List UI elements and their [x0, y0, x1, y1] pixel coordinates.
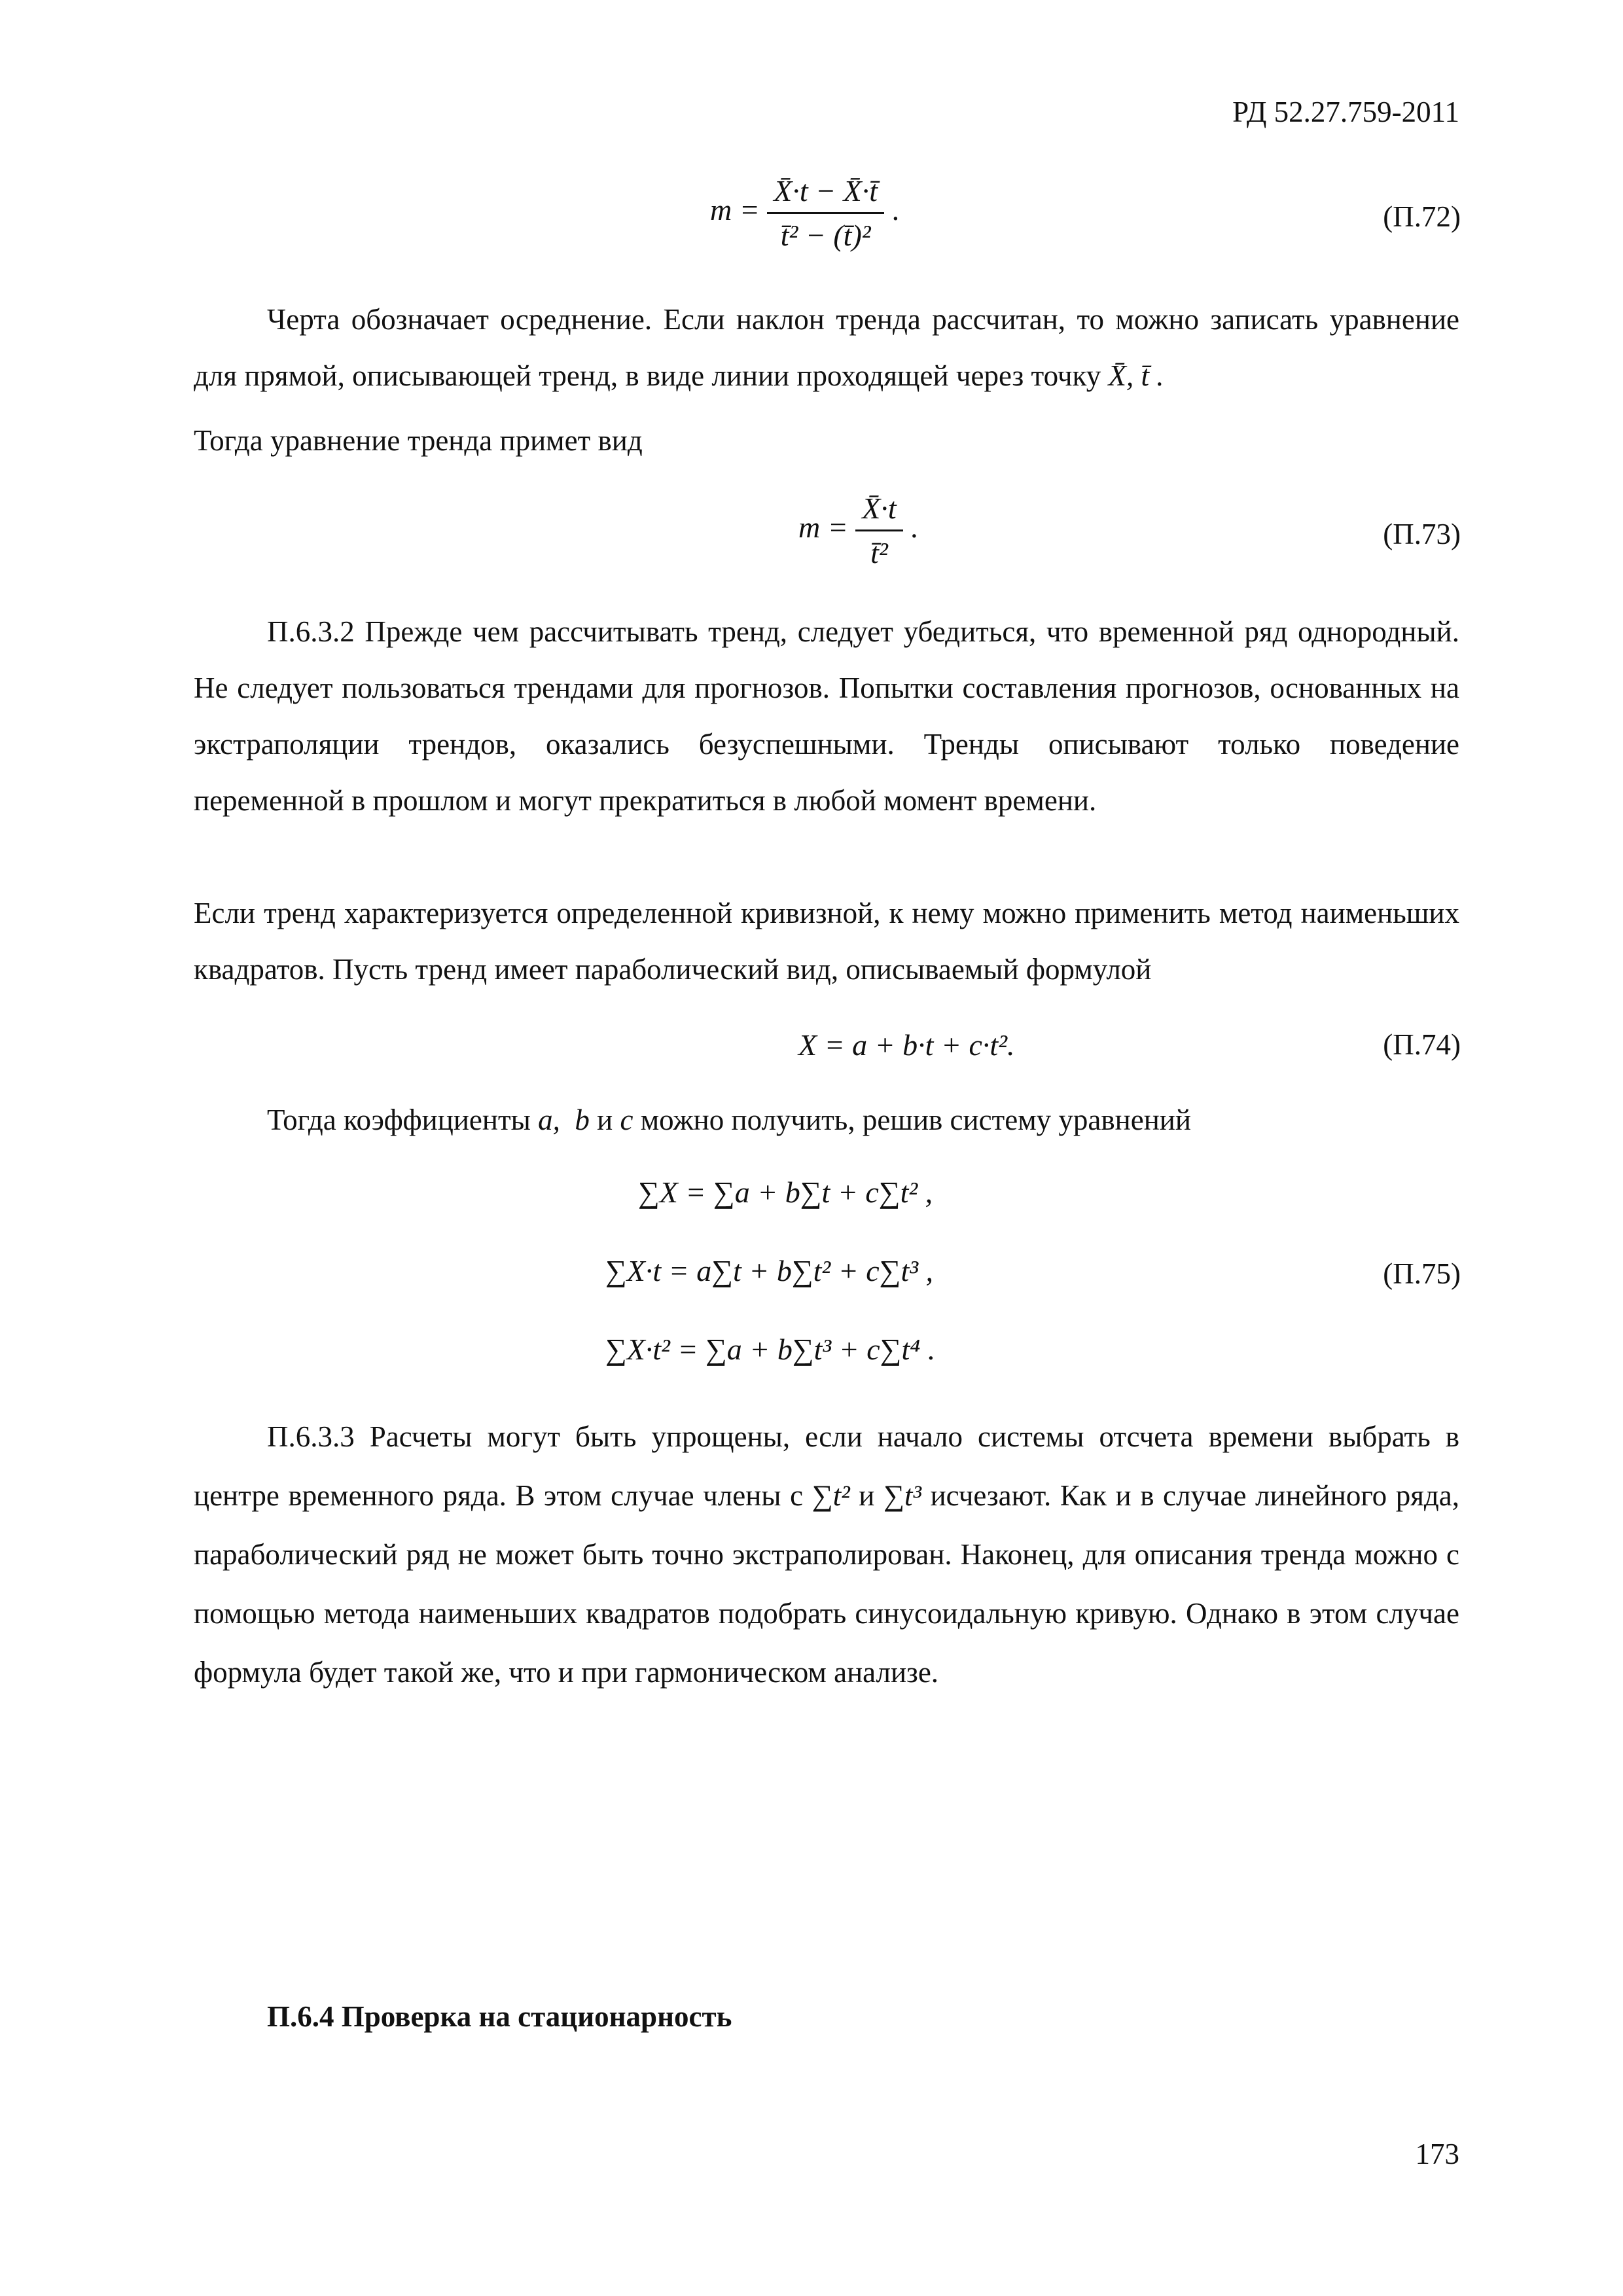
equation-p73-fraction: [855, 491, 902, 570]
coefficients-text-b: можно получить, решив систему уравнений: [640, 1103, 1191, 1136]
paragraph-trend-line-text: Черта обозначает осреднение. Если наклон тренда рассчитан, то можно записать уравнение для прямой, описывающей тренд, в виде линии проходящей через точку: [194, 303, 1459, 392]
paragraph-trend-line: [194, 291, 1459, 404]
equation-p72-fraction: [767, 173, 884, 253]
equation-p73-denominator: t̄²: [870, 536, 888, 569]
coefficient-a: a,: [538, 1103, 560, 1136]
equation-p72: [710, 173, 899, 253]
equation-p73-numerator: X̄·t: [855, 491, 902, 531]
equation-p73-label: (П.73): [1383, 518, 1461, 550]
equation-p72-lhs: m =: [710, 193, 760, 227]
equation-p72-denominator: t̄² − (t̄)²: [780, 219, 871, 252]
equation-p73-tail: .: [910, 511, 918, 545]
paragraph-6-3-3-and: и: [859, 1479, 875, 1512]
equation-p73: [798, 491, 918, 570]
paragraph-6-3-3-text-a: П.6.3.3 Расчеты могут быть упрощены, если начало системы отсчета времени выбрать в центре временного ряда. В этом случае члены с: [194, 1420, 1459, 1512]
coefficients-and: и: [597, 1103, 613, 1136]
coefficients-text-a: Тогда коэффициенты: [267, 1103, 531, 1136]
paragraph-6-3-2: П.6.3.2 Прежде чем рассчитывать тренд, следует убедиться, что временной ряд однородный. Не следует пользоваться трендами для прогнозов. Попытки составления прогнозов, основанных на экстраполяции трендов, оказались безуспешными. Тренды описывают только поведение переменной в прошлом и могут прекратиться в любой момент времени.: [194, 615, 1459, 817]
document-code-header: РД 52.27.759-2011: [1232, 96, 1459, 128]
equation-p72-numerator: X̄·t − X̄·t̄: [767, 173, 884, 214]
paragraph-6-3-3-text-b: исчезают. Как и в случае линейного ряда, параболический ряд не может быть точно экстраполирован. Наконец, для описания тренда можно с помощью метода наименьших квадратов подобрать синусоидальную кривую. Однако в этом случае формула будет такой же, что и при гармоническом анализе.: [194, 1479, 1460, 1689]
paragraph-6-3-3: [194, 1407, 1459, 1702]
page-number: 173: [1415, 2138, 1459, 2170]
trend-point: X̄, t̄ .: [1108, 359, 1164, 392]
equation-p74: X = a + b·t + c·t².: [798, 1028, 1015, 1062]
equation-p74-label: (П.74): [1383, 1028, 1461, 1061]
equation-p72-label: (П.72): [1383, 200, 1461, 233]
equation-p72-tail: .: [891, 193, 900, 227]
equation-p75-line-1: ∑X = ∑a + b∑t + c∑t² ,: [638, 1175, 933, 1209]
paragraph-trend-equation-intro: Тогда уравнение тренда примет вид: [194, 424, 643, 457]
coefficient-b: b: [575, 1103, 590, 1136]
equation-p75-line-2: ∑X·t = a∑t + b∑t² + c∑t³ ,: [605, 1254, 934, 1287]
paragraph-curvature: Если тренд характеризуется определенной кривизной, к нему можно применить метод наименьших квадратов. Пусть тренд имеет параболический вид, описываемый формулой: [194, 897, 1459, 986]
coefficient-c: c: [620, 1103, 633, 1136]
sum-t-cubed: ∑t³: [883, 1479, 922, 1512]
equation-p75-line-3: ∑X·t² = ∑a + b∑t³ + c∑t⁴ .: [605, 1333, 936, 1366]
equation-p75-label: (П.75): [1383, 1257, 1461, 1290]
section-title: П.6.4 Проверка на стационарность: [267, 2000, 732, 2033]
equation-p73-lhs: m =: [798, 511, 848, 545]
paragraph-coefficients: [194, 1092, 1459, 1148]
sum-t-squared: ∑t²: [812, 1479, 850, 1512]
